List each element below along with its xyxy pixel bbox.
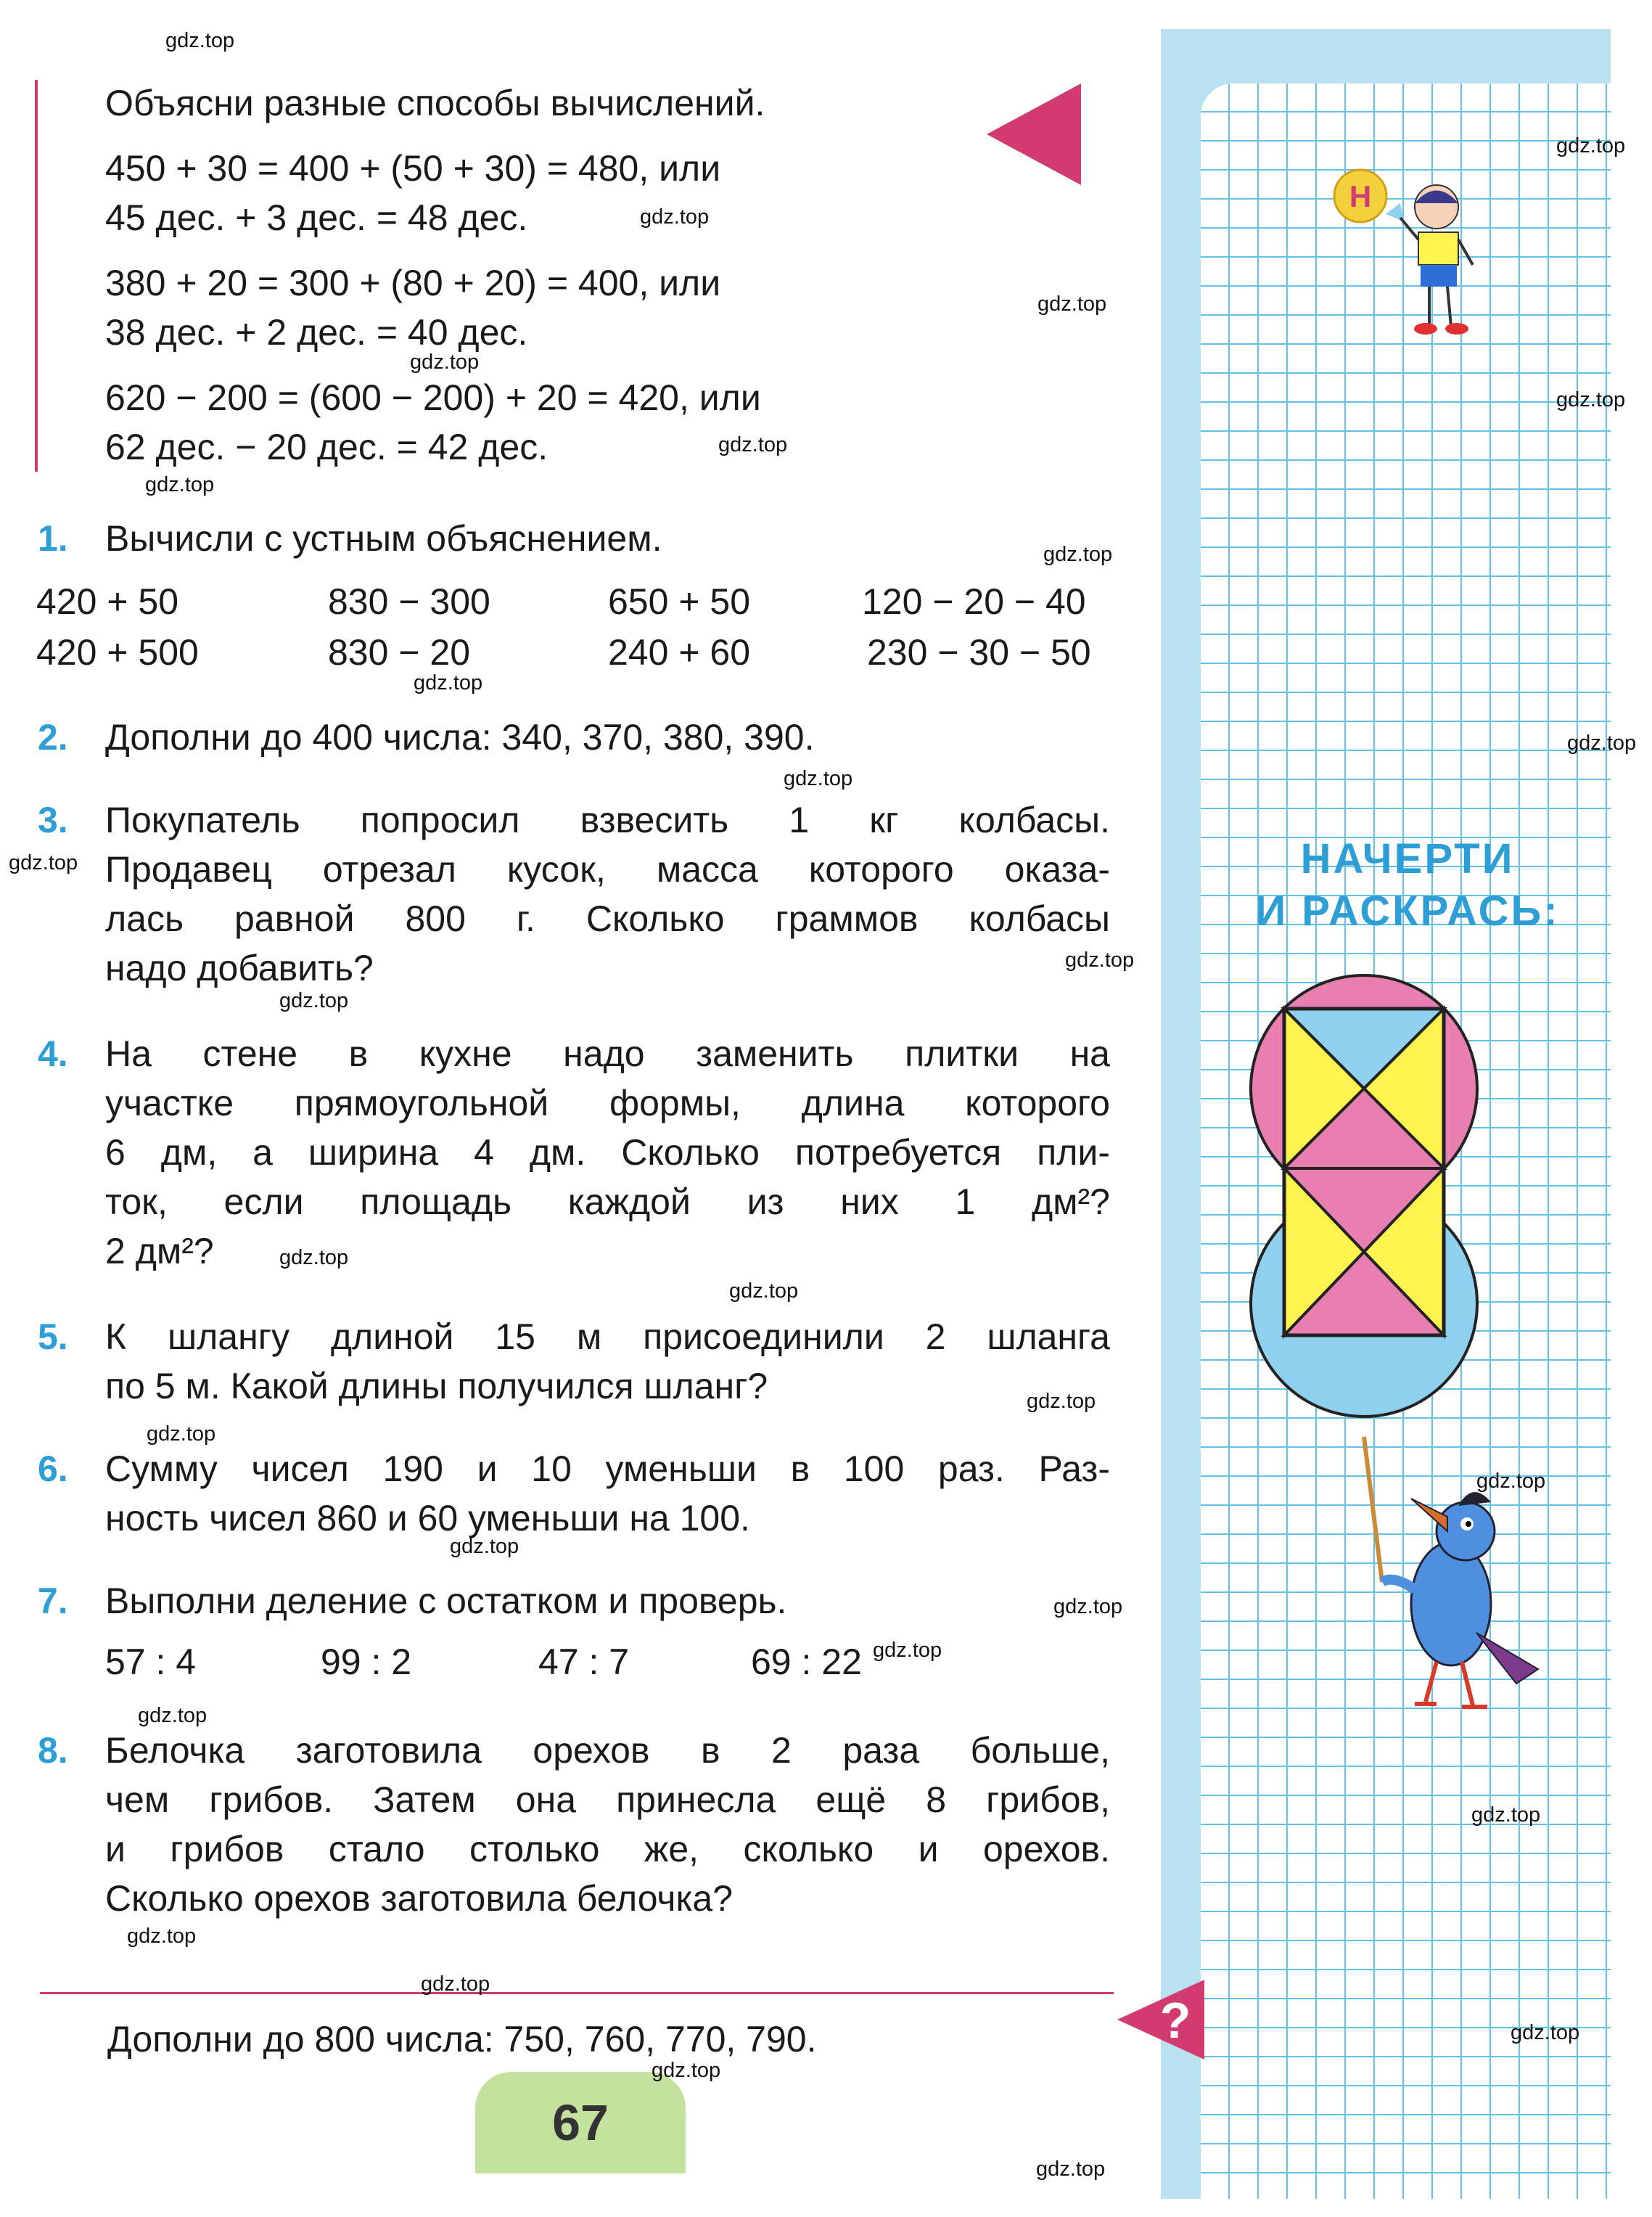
- watermark: gdz.top: [718, 433, 788, 456]
- watermark: gdz.top: [1043, 543, 1113, 566]
- question-marker-icon: [1117, 1980, 1204, 2060]
- task-text: и грибов стало столько же, сколько и орехов.: [105, 1829, 1110, 1869]
- task-text: участке прямоугольной формы, длина которого: [105, 1083, 1110, 1123]
- task-text: Покупатель попросил взвесить 1 кг колбасы.: [105, 800, 1110, 840]
- intro-line: 380 + 20 = 300 + (80 + 20) = 400, или: [105, 263, 721, 303]
- task-text: Белочка заготовила орехов в 2 раза больше,: [105, 1730, 1110, 1771]
- task-number: 6.: [38, 1448, 68, 1489]
- watermark: gdz.top: [729, 1279, 799, 1303]
- task-text: Выполни деление с остатком и проверь.: [105, 1581, 787, 1621]
- intro-line: 45 дес. + 3 дес. = 48 дес.: [105, 197, 528, 238]
- watermark: gdz.top: [147, 1422, 216, 1446]
- watermark: gdz.top: [1567, 732, 1637, 755]
- badge-letter: Н: [1349, 179, 1372, 213]
- intro-line: 62 дес. − 20 дес. = 42 дес.: [105, 427, 548, 467]
- task-number: 4.: [38, 1033, 68, 1074]
- watermark: gdz.top: [165, 29, 235, 52]
- watermark: gdz.top: [1053, 1595, 1123, 1618]
- watermark: gdz.top: [145, 473, 215, 496]
- task-text: Вычисли с устным объяснением.: [105, 518, 662, 559]
- task-text: надо добавить?: [105, 948, 374, 988]
- intro-heading: Объясни разные способы вычислений.: [105, 83, 765, 123]
- intro-line: 38 дес. + 2 дес. = 40 дес.: [105, 312, 528, 353]
- watermark: gdz.top: [421, 1972, 490, 1996]
- sidebar-title-line2: И РАСКРАСЬ:: [1255, 888, 1560, 935]
- watermark: gdz.top: [279, 989, 349, 1012]
- expression: 57 : 4: [105, 1642, 197, 1682]
- task-text: ток, если площадь каждой из них 1 дм²?: [105, 1181, 1110, 1222]
- task-text: Продавец отрезал кусок, масса которого оказа-: [105, 849, 1110, 890]
- task-number: 3.: [38, 800, 68, 840]
- question-mark: ?: [1159, 1992, 1191, 2049]
- watermark: gdz.top: [1037, 292, 1107, 316]
- watermark: gdz.top: [9, 851, 78, 874]
- task-number: 8.: [38, 1730, 68, 1771]
- task-text: К шлангу длиной 15 м присоединили 2 шланга: [105, 1316, 1110, 1357]
- expression: 230 − 30 − 50: [867, 632, 1091, 673]
- watermark: gdz.top: [1476, 1470, 1546, 1493]
- task-text: На стене в кухне надо заменить плитки на: [105, 1033, 1110, 1074]
- expression: 420 + 50: [36, 581, 179, 622]
- task-text: лась равной 800 г. Сколько граммов колбасы: [105, 898, 1110, 939]
- watermark: gdz.top: [1471, 1803, 1541, 1827]
- task-text: чем грибов. Затем она принесла ещё 8 грибов,: [105, 1779, 1110, 1820]
- page-number: 67: [475, 2072, 686, 2173]
- task-text: Дополни до 400 числа: 340, 370, 380, 390.: [105, 717, 815, 758]
- bottom-task-text: Дополни до 800 числа: 750, 760, 770, 790.: [107, 2019, 817, 2060]
- expression: 650 + 50: [608, 581, 751, 622]
- expression: 830 − 300: [328, 581, 490, 622]
- watermark: gdz.top: [1036, 2157, 1106, 2181]
- watermark: gdz.top: [652, 2059, 721, 2082]
- expression: 47 : 7: [538, 1642, 630, 1682]
- watermark: gdz.top: [1065, 948, 1135, 972]
- task-text: 2 дм²?: [105, 1231, 214, 1271]
- watermark: gdz.top: [784, 767, 853, 790]
- expression: 69 : 22: [751, 1642, 862, 1682]
- watermark: gdz.top: [127, 1925, 197, 1948]
- intro-line: 450 + 30 = 400 + (50 + 30) = 480, или: [105, 148, 721, 189]
- task-number: 2.: [38, 717, 68, 758]
- geometry-drawing: [1233, 972, 1495, 1422]
- divider-line: [40, 1992, 1114, 1994]
- expression: 830 − 20: [328, 632, 471, 673]
- expression: 420 + 500: [36, 632, 199, 673]
- watermark: gdz.top: [138, 1704, 207, 1727]
- task-text: 6 дм, а ширина 4 дм. Сколько потребуется пли-: [105, 1132, 1110, 1173]
- boy-mascot-icon: [1328, 163, 1495, 345]
- intro-margin-line: [35, 80, 38, 472]
- watermark: gdz.top: [450, 1535, 519, 1558]
- sidebar-title-line1: НАЧЕРТИ: [1300, 835, 1515, 882]
- expression: 99 : 2: [321, 1642, 412, 1682]
- task-text: ность чисел 860 и 60 уменьши на 100.: [105, 1498, 750, 1538]
- watermark: gdz.top: [873, 1639, 942, 1662]
- watermark: gdz.top: [279, 1246, 349, 1269]
- pointer-triangle-icon: [987, 80, 1081, 189]
- watermark: gdz.top: [1511, 2021, 1580, 2044]
- task-number: 5.: [38, 1316, 68, 1357]
- watermark: gdz.top: [410, 351, 480, 374]
- watermark: gdz.top: [1556, 388, 1626, 411]
- expression: 240 + 60: [608, 632, 751, 673]
- task-text: Сколько орехов заготовила белочка?: [105, 1878, 733, 1919]
- task-number: 1.: [38, 518, 68, 559]
- watermark: gdz.top: [1027, 1390, 1096, 1413]
- watermark: gdz.top: [414, 671, 483, 694]
- task-text: Сумму чисел 190 и 10 уменьши в 100 раз. Раз-: [105, 1448, 1110, 1489]
- intro-line: 620 − 200 = (600 − 200) + 20 = 420, или: [105, 377, 761, 418]
- task-number: 7.: [38, 1581, 68, 1621]
- expression: 120 − 20 − 40: [862, 581, 1086, 622]
- task-text: по 5 м. Какой длины получился шланг?: [105, 1366, 768, 1406]
- watermark: gdz.top: [640, 205, 710, 229]
- watermark: gdz.top: [1556, 134, 1626, 157]
